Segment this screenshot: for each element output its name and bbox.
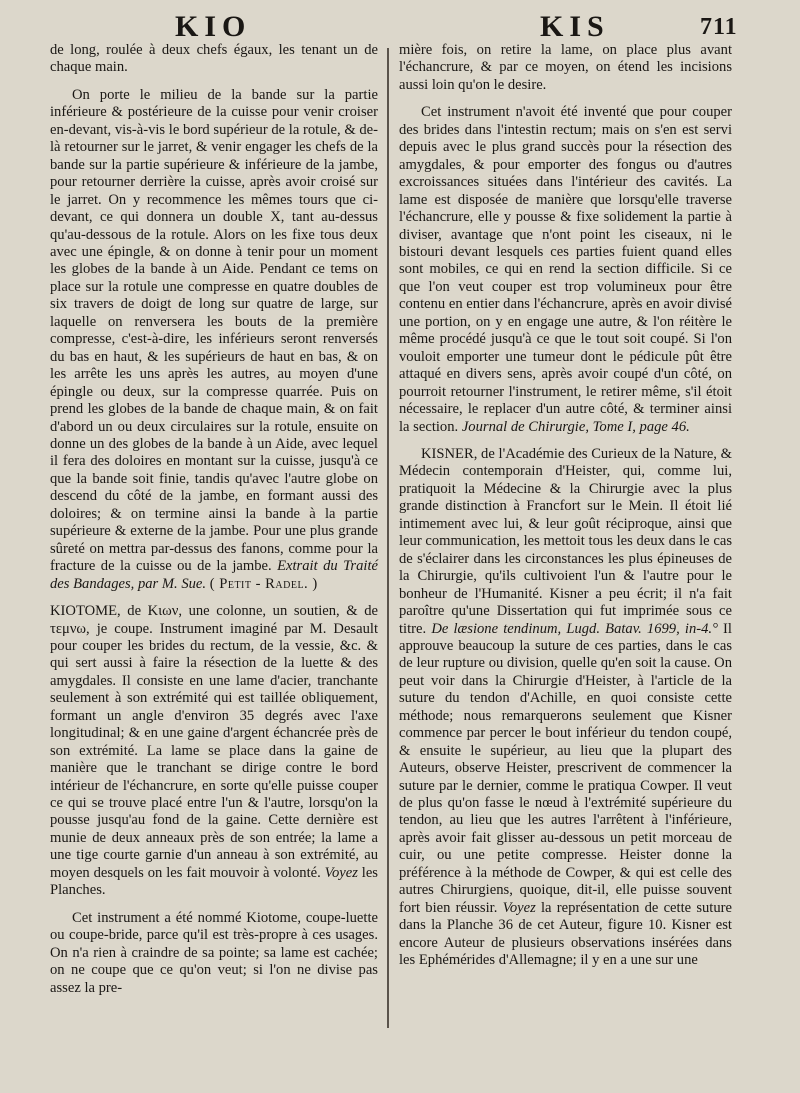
header-left-guideword: KIO: [175, 10, 252, 43]
paragraph: mière fois, on retire la lame, on place plus avant l'échancrure, & par ce moyen, on étend les incisions aussi loin qu'on le desire.: [399, 42, 732, 93]
author-signature: ( Petit - Radel. ): [209, 575, 318, 592]
paragraph: Cet instrument a été nommé Kiotome, coupe-luette ou coupe-bride, parce qu'il est très-propre à ces usages. On n'a rien à craindre de sa pointe; sa lame est cachée; on ne coupe que ce qu'on veut; si l'on ne divise pas assez la pre-: [50, 909, 378, 996]
entry-kisner: [399, 446, 732, 970]
header-right-guideword: KIS: [540, 10, 610, 43]
right-column: [399, 42, 732, 970]
entry-kiotome: [50, 603, 378, 900]
entry-text: Il approuve beaucoup la suture de ces parties, dans le cas de leur rupture ou division, quelle qu'en soit la cause. On peut voir dans la Chirurgie d'Heister, à l'article de la suture du tendon d'Achille, en quoi consiste cette méthode; nous remarquerons seulement que Kisner commence par percer le bout inférieur du tendon coupé, & ensuite le supérieur, au lieu que la plupart des Auteurs, observe Heister, prescrivent de commencer la suture par le dernier, comme le pratiqua Cowper. Il veut de plus qu'on fasse le nœud à l'extrémité supérieure du tendon, au lieu que les autres l'arrêtent à l'inférieure, après avoir fait glisser au-dessous un petit morceau de cuir, ou une petite compresse. Heister donne la préférence à la méthode de Cowper, & qui est celle des autres Chirurgiens, quoique, dit-il, elle puisse souvent fort bien réussir.: [399, 620, 732, 916]
running-header: [0, 10, 800, 43]
entry-text: , de Κιων, une colonne, un soutien, & de τεμνω, je coupe. Instrument imaginé par M. Desault pour couper les brides du rectum, de la vessie, &c. & qui sert aussi à faire la résection de la luette & des amygdales. Il consiste en une lame d'acier, tranchante seulement à son extrémité qui est taillée obliquement, formant un angle d'environ 35 degrés avec l'axe longitudinal; & en une gaine d'argent échancrée près de son extrémité. La lame se place dans la gaine de manière que le tranchant se dirige contre le bord intérieur de l'échancrure, en sorte qu'elle puisse couper ce qui se trouve placé entre l'un & l'autre, lorsqu'on la pousse jusqu'au fond de la gaine. Cette dernière est munie de deux anneaux près de son entrée; la lame a une tige courte garnie d'un anneau à son extrémité, au moyen desquels on les fait mouvoir à volonté.: [50, 603, 378, 881]
entry-text: les Planches.: [50, 864, 378, 899]
page-number: 711: [700, 14, 738, 40]
cross-reference: Voyez: [324, 864, 358, 881]
entry-headword: KISNER: [421, 445, 474, 462]
work-title: De læsione tendinum, Lugd. Batav. 1699, in-4.°: [431, 620, 718, 637]
entry-text: , de l'Académie des Curieux de la Nature, & Médecin contemporain d'Heister, qui, comme lui, pratiquoit la Médecine & la Chirurgie avec la plus grande distinction à Francfort sur le Mein. Il étoit lié intimement avec lui, & leur goût réciproque, ainsi que leur communication, les mettoit tous les deux dans le cas de s'éclairer dans les circonstances les plus épineuses de la Chirurgie, qu'ils cultivoient l'un & l'autre pour le bonheur de l'Humanité. Kisner a peu écrit; il n'a fait paroître qu'une Dissertation qui fut imprimée sous ce titre.: [399, 445, 732, 637]
entry-headword: KIOTOME: [50, 603, 118, 620]
paragraph-text: Cet instrument n'avoit été inventé que pour couper des brides dans l'intestin rectum; mais on s'en est servi depuis avec le plus grand succès pour la résection des amygdales, & pour emporter des fongus ou d'autres excroissances situées dans l'intérieur des cavités. La lame est disposée de manière que lorsqu'elle traverse l'échancrure, elle y pousse & fixe solidement la partie à diviser, avantage que n'ont point les ciseaux, ni le bistouri devant lesquels ces parties fuient quand elles sont mobiles, ce qui en rend la section difficile. Si ce que l'on veut couper est trop volumineux pour être contenu en entier dans l'échancrure, après en avoir divisé une portion, on y en engage une autre, & l'on réitère le même procédé jusqu'à ce que le tout soit coupé. Si l'on vouloit emporter une tumeur dont le pédicule pût être attaqué en divers sens, après avoir coupé d'un côté, on pourroit retourner l'instrument, le retirer même, s'il étoit nécessaire, le replacer d'un autre côté, & terminer ainsi la section.: [399, 104, 732, 435]
left-column: [50, 42, 378, 997]
citation: Extrait du Traité des Bandages, par M. Sue.: [50, 558, 378, 592]
entry-text: la représentation de cette suture dans la Planche 36 de cet Auteur, figure 10. Kisner est encore Auteur de plusieurs observations insérées dans les Ephémérides d'Allemagne; il y en a une sur une: [399, 899, 732, 969]
paragraph: [50, 87, 378, 593]
paragraph-text: On porte le milieu de la bande sur la partie inférieure & postérieure de la cuisse pour venir croiser en-devant, vis-à-vis le bord supérieur de la rotule, & de-là retourner sur le jarret, & venir engager les chefs de la bande sur la partie supérieure & inférieure de la jambe, pour retourner derrière la cuisse, après avoir croisé sur le jarret. On y recommence les mêmes tours que ci-devant, ce qui donnera un double X, tant au-dessus qu'au-dessous de la rotule. Alors on les fixe tous deux avec une épingle, & on donne à tenir pour un moment les globes de la bande à un Aide. Pendant ce tems on place sur la rotule une compresse en quatre doubles de six travers de doigt de long sur quatre de large, sur laquelle on renversera les bouts de la première compresse, c'est-à-dire, les inférieurs seront renversés du bas en haut, & les supérieurs de haut en bas, & on les arrête les uns après les autres, au moyen d'une épingle ou deux, sur la compresse quarrée. Puis on prend les globes de la bande de chaque main, & on fait d'abord un ou deux circulaires sur la rotule, ensuite on donne un des globes de la bande à un Aide, avec lequel il fera des doloires en montant sur la cuisse, jusqu'à ce que la bande soit finie, tandis qu'avec l'autre globe on descend du côté de la jambe, en formant aussi des doloires; & on termine ainsi la bande à la partie supérieure & externe de la jambe. Pour une plus grande sûreté on mettra par-dessus des fanons, comme pour la fracture de la cuisse ou de la jambe.: [50, 86, 378, 575]
paragraph: [399, 104, 732, 436]
column-divider: [387, 48, 389, 1028]
paragraph: de long, roulée à deux chefs égaux, les tenant un de chaque main.: [50, 42, 378, 76]
cross-reference: Voyez: [502, 899, 536, 916]
citation: Journal de Chirurgie, Tome I, page 46.: [461, 418, 690, 435]
